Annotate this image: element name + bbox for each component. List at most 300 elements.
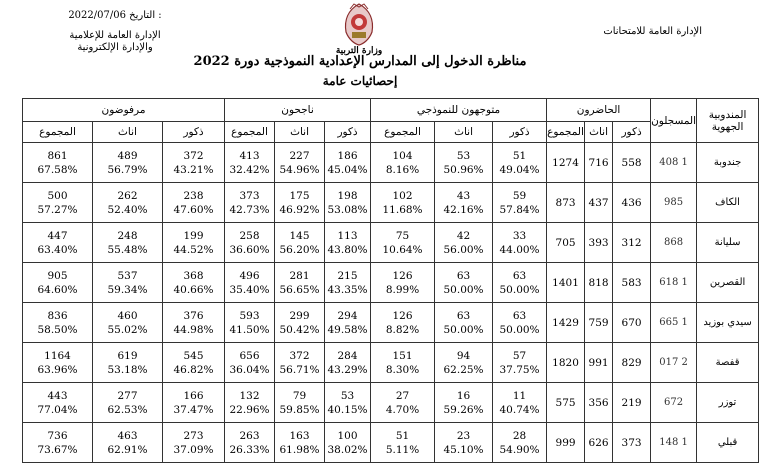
passed-male-cell-value: 198 — [337, 189, 358, 202]
registered-cell-value: 985 — [664, 197, 684, 208]
passed-male-cell-value: 53 — [340, 389, 355, 402]
rejected-male-cell — [163, 303, 225, 343]
oriented-female-cell — [435, 263, 493, 303]
passed-male-cell — [325, 183, 371, 223]
passed-male-cell-value: 100 — [337, 429, 358, 442]
registered-cell-value: 1 665 — [659, 317, 688, 328]
rejected-female-cell-value: 248 — [117, 229, 138, 242]
sub-male: ذكور — [493, 122, 547, 143]
passed-female-cell-percent: 56.20% — [279, 243, 320, 256]
registered-cell-value: 1 148 — [659, 437, 688, 448]
header-rejected: مرفوضون — [23, 99, 225, 122]
oriented-male-cell-value: 28 — [512, 429, 527, 442]
present-male-cell — [613, 303, 651, 343]
passed-male-cell-value: 284 — [337, 349, 358, 362]
oriented-female-cell — [435, 183, 493, 223]
governorate-cell-value: الكاف — [715, 197, 740, 208]
present-total-cell-value: 999 — [555, 436, 576, 449]
passed-male-cell-value: 294 — [337, 309, 358, 322]
oriented-female-cell-value: 94 — [456, 349, 471, 362]
rejected-female-cell-value: 463 — [117, 429, 138, 442]
oriented-total-cell-value: 27 — [395, 389, 410, 402]
oriented-total-cell-value: 151 — [392, 349, 413, 362]
present-male-cell — [613, 343, 651, 383]
passed-male-cell-value: 215 — [337, 269, 358, 282]
passed-female-cell-value: 145 — [289, 229, 310, 242]
rejected-female-cell — [93, 303, 163, 343]
registered-cell — [651, 223, 697, 263]
rejected-male-cell-percent: 44.98% — [173, 323, 214, 336]
rejected-total-cell-value: 861 — [47, 149, 68, 162]
present-female-cell-value: 759 — [588, 316, 609, 329]
rejected-female-cell — [93, 343, 163, 383]
passed-total-cell-percent: 35.40% — [229, 283, 270, 296]
rejected-female-cell-value: 460 — [117, 309, 138, 322]
present-male-cell — [613, 223, 651, 263]
registered-cell — [651, 383, 697, 423]
rejected-total-cell-value: 736 — [47, 429, 68, 442]
governorate-cell — [697, 223, 759, 263]
passed-male-cell — [325, 143, 371, 183]
oriented-male-cell-percent: 37.75% — [499, 363, 540, 376]
oriented-female-cell-value: 63 — [456, 309, 471, 322]
left-org-line1: الإدارة العامة للإعلامية — [69, 30, 161, 41]
rejected-female-cell-percent: 55.48% — [107, 243, 148, 256]
left-org-line2: والإدارة الإلكترونية — [77, 42, 153, 53]
rejected-total-cell-percent: 64.60% — [37, 283, 78, 296]
header-passed: ناجحون — [225, 99, 371, 122]
passed-total-cell-value: 496 — [239, 269, 260, 282]
rejected-male-cell-value: 273 — [183, 429, 204, 442]
rejected-total-cell-percent: 63.40% — [37, 243, 78, 256]
rejected-male-cell — [163, 383, 225, 423]
passed-female-cell-percent: 61.98% — [279, 443, 320, 456]
present-male-cell-value: 670 — [621, 316, 642, 329]
oriented-total-cell-percent: 8.99% — [385, 283, 420, 296]
present-total-cell — [547, 423, 585, 463]
passed-female-cell-percent: 59.85% — [279, 403, 320, 416]
oriented-male-cell — [493, 143, 547, 183]
oriented-male-cell — [493, 263, 547, 303]
passed-total-cell — [225, 143, 275, 183]
oriented-male-cell-value: 33 — [512, 229, 527, 242]
oriented-total-cell — [371, 223, 435, 263]
rejected-total-cell — [23, 303, 93, 343]
table-body — [23, 143, 759, 463]
rejected-female-cell-percent: 52.40% — [107, 203, 148, 216]
oriented-total-cell-value: 126 — [392, 309, 413, 322]
statistics-table — [22, 98, 759, 463]
passed-female-cell-percent: 56.71% — [279, 363, 320, 376]
passed-male-cell-percent: 45.04% — [327, 163, 368, 176]
header-left-block — [30, 10, 200, 54]
governorate-cell-value: سيدي بوزيد — [703, 317, 752, 328]
passed-total-cell-percent: 26.33% — [229, 443, 270, 456]
present-total-cell-value: 575 — [555, 396, 576, 409]
passed-male-cell-value: 186 — [337, 149, 358, 162]
oriented-total-cell — [371, 343, 435, 383]
rejected-female-cell — [93, 183, 163, 223]
oriented-female-cell — [435, 383, 493, 423]
rejected-male-cell-value: 376 — [183, 309, 204, 322]
passed-female-cell-percent: 46.92% — [279, 203, 320, 216]
governorate-cell — [697, 143, 759, 183]
registered-cell-value: 672 — [664, 397, 684, 408]
oriented-total-cell — [371, 303, 435, 343]
table-row — [23, 383, 759, 423]
oriented-male-cell — [493, 223, 547, 263]
rejected-female-cell — [93, 143, 163, 183]
rejected-female-cell — [93, 263, 163, 303]
oriented-male-cell — [493, 183, 547, 223]
table-row — [23, 183, 759, 223]
passed-male-cell-percent: 43.29% — [327, 363, 368, 376]
oriented-total-cell-percent: 8.30% — [385, 363, 420, 376]
passed-female-cell-value: 175 — [289, 189, 310, 202]
present-total-cell-value: 1429 — [552, 316, 579, 329]
rejected-total-cell-percent: 77.04% — [37, 403, 78, 416]
present-female-cell-value: 991 — [588, 356, 609, 369]
ministry-name: وزارة التربية — [335, 46, 383, 56]
passed-male-cell — [325, 223, 371, 263]
oriented-total-cell-value: 126 — [392, 269, 413, 282]
present-female-cell — [585, 303, 613, 343]
oriented-total-cell-value: 102 — [392, 189, 413, 202]
passed-total-cell-value: 413 — [239, 149, 260, 162]
rejected-total-cell-value: 443 — [47, 389, 68, 402]
oriented-female-cell-value: 43 — [456, 189, 471, 202]
oriented-male-cell-percent: 40.74% — [499, 403, 540, 416]
oriented-female-cell-percent: 50.96% — [443, 163, 484, 176]
oriented-female-cell-percent: 56.00% — [443, 243, 484, 256]
registered-cell — [651, 303, 697, 343]
registered-cell — [651, 423, 697, 463]
page-subtitle: إحصائيات عامة — [322, 74, 398, 88]
table-row — [23, 263, 759, 303]
passed-male-cell — [325, 383, 371, 423]
passed-total-cell — [225, 263, 275, 303]
passed-male-cell-percent: 43.80% — [327, 243, 368, 256]
rejected-total-cell-percent: 58.50% — [37, 323, 78, 336]
sub-male: ذكور — [613, 122, 651, 143]
page-title: مناظرة الدخول إلى المدارس الإعدادية النموذجية دورة 2022 — [193, 54, 527, 69]
governorate-cell — [697, 383, 759, 423]
passed-total-cell — [225, 343, 275, 383]
rejected-female-cell-percent: 62.53% — [107, 403, 148, 416]
present-male-cell-value: 558 — [621, 156, 642, 169]
oriented-female-cell-value: 42 — [456, 229, 471, 242]
passed-total-cell-percent: 36.60% — [229, 243, 270, 256]
rejected-male-cell — [163, 423, 225, 463]
oriented-female-cell-percent: 50.00% — [443, 323, 484, 336]
rejected-female-cell-percent: 53.18% — [107, 363, 148, 376]
oriented-female-cell — [435, 343, 493, 383]
oriented-male-cell — [493, 343, 547, 383]
passed-female-cell — [275, 143, 325, 183]
present-female-cell-value: 356 — [588, 396, 609, 409]
registered-cell-value: 1 408 — [659, 157, 688, 168]
present-male-cell-value: 436 — [621, 196, 642, 209]
rejected-female-cell — [93, 383, 163, 423]
present-total-cell-value: 1274 — [552, 156, 579, 169]
passed-total-cell-value: 593 — [239, 309, 260, 322]
sub-female: اناث — [275, 122, 325, 143]
sub-female: اناث — [435, 122, 493, 143]
rejected-total-cell — [23, 183, 93, 223]
present-total-cell — [547, 343, 585, 383]
passed-female-cell-value: 372 — [289, 349, 310, 362]
rejected-total-cell — [23, 383, 93, 423]
passed-female-cell — [275, 303, 325, 343]
rejected-total-cell-value: 1164 — [44, 349, 71, 362]
present-male-cell-value: 583 — [621, 276, 642, 289]
oriented-total-cell-percent: 8.16% — [385, 163, 420, 176]
present-female-cell — [585, 343, 613, 383]
table-row — [23, 223, 759, 263]
governorate-cell — [697, 263, 759, 303]
present-female-cell — [585, 183, 613, 223]
oriented-male-cell-value: 63 — [512, 269, 527, 282]
present-total-cell-value: 873 — [555, 196, 576, 209]
table-row — [23, 143, 759, 183]
rejected-female-cell-percent: 56.79% — [107, 163, 148, 176]
passed-total-cell-value: 263 — [239, 429, 260, 442]
oriented-total-cell — [371, 183, 435, 223]
header-present: الحاضرون — [547, 99, 651, 122]
sub-male: ذكور — [163, 122, 225, 143]
passed-total-cell — [225, 423, 275, 463]
oriented-female-cell-value: 53 — [456, 149, 471, 162]
present-male-cell-value: 312 — [621, 236, 642, 249]
rejected-female-cell-value: 537 — [117, 269, 138, 282]
present-male-cell — [613, 263, 651, 303]
governorate-cell — [697, 183, 759, 223]
sub-total: المجموع — [547, 122, 585, 143]
passed-female-cell — [275, 223, 325, 263]
oriented-total-cell-percent: 10.64% — [382, 243, 423, 256]
rejected-male-cell-percent: 37.09% — [173, 443, 214, 456]
registered-cell — [651, 143, 697, 183]
rejected-male-cell — [163, 183, 225, 223]
governorate-cell-value: القصرين — [709, 277, 746, 288]
rejected-total-cell-value: 836 — [47, 309, 68, 322]
present-male-cell-value: 373 — [621, 436, 642, 449]
oriented-total-cell-percent: 5.11% — [385, 443, 420, 456]
rejected-total-cell — [23, 143, 93, 183]
sub-total: المجموع — [23, 122, 93, 143]
registered-cell — [651, 263, 697, 303]
ministry-logo-icon — [334, 0, 384, 48]
passed-male-cell-percent: 40.15% — [327, 403, 368, 416]
passed-female-cell-percent: 50.42% — [279, 323, 320, 336]
present-total-cell — [547, 383, 585, 423]
sub-female: اناث — [93, 122, 163, 143]
rejected-male-cell-percent: 40.66% — [173, 283, 214, 296]
oriented-male-cell-percent: 44.00% — [499, 243, 540, 256]
rejected-female-cell — [93, 423, 163, 463]
present-female-cell-value: 437 — [588, 196, 609, 209]
rejected-female-cell-percent: 59.34% — [107, 283, 148, 296]
passed-total-cell-percent: 22.96% — [229, 403, 270, 416]
present-male-cell — [613, 183, 651, 223]
oriented-female-cell — [435, 423, 493, 463]
rejected-female-cell — [93, 223, 163, 263]
passed-total-cell-value: 373 — [239, 189, 260, 202]
oriented-male-cell-value: 59 — [512, 189, 527, 202]
table-row — [23, 343, 759, 383]
present-female-cell — [585, 383, 613, 423]
present-female-cell — [585, 223, 613, 263]
present-male-cell — [613, 383, 651, 423]
passed-female-cell-percent: 54.96% — [279, 163, 320, 176]
present-male-cell — [613, 423, 651, 463]
passed-male-cell — [325, 343, 371, 383]
rejected-total-cell-percent: 67.58% — [37, 163, 78, 176]
oriented-male-cell-value: 63 — [512, 309, 527, 322]
registered-cell — [651, 343, 697, 383]
oriented-female-cell-percent: 59.26% — [443, 403, 484, 416]
oriented-total-cell — [371, 423, 435, 463]
passed-male-cell-percent: 49.58% — [327, 323, 368, 336]
present-female-cell-value: 626 — [588, 436, 609, 449]
present-male-cell — [613, 143, 651, 183]
present-total-cell — [547, 223, 585, 263]
present-total-cell-value: 705 — [555, 236, 576, 249]
table-row — [23, 423, 759, 463]
present-male-cell-value: 219 — [621, 396, 642, 409]
header-oriented: متوجهون للنموذجي — [371, 99, 547, 122]
present-total-cell-value: 1401 — [552, 276, 579, 289]
rejected-total-cell-value: 500 — [47, 189, 68, 202]
registered-cell-value: 868 — [664, 237, 684, 248]
passed-female-cell-value: 79 — [292, 389, 307, 402]
passed-total-cell-percent: 41.50% — [229, 323, 270, 336]
header-registered: المسجلون — [651, 99, 697, 143]
oriented-total-cell-value: 104 — [392, 149, 413, 162]
oriented-total-cell-percent: 11.68% — [382, 203, 423, 216]
oriented-male-cell — [493, 423, 547, 463]
rejected-total-cell — [23, 423, 93, 463]
rejected-male-cell-percent: 47.60% — [173, 203, 214, 216]
rejected-female-cell-value: 277 — [117, 389, 138, 402]
passed-total-cell-value: 258 — [239, 229, 260, 242]
rejected-total-cell-value: 905 — [47, 269, 68, 282]
present-female-cell — [585, 263, 613, 303]
passed-male-cell-percent: 43.35% — [327, 283, 368, 296]
oriented-male-cell-value: 57 — [512, 349, 527, 362]
oriented-total-cell-percent: 4.70% — [385, 403, 420, 416]
oriented-total-cell — [371, 263, 435, 303]
passed-female-cell — [275, 183, 325, 223]
passed-female-cell — [275, 383, 325, 423]
rejected-female-cell-value: 489 — [117, 149, 138, 162]
oriented-total-cell — [371, 383, 435, 423]
oriented-male-cell-percent: 50.00% — [499, 323, 540, 336]
oriented-total-cell-value: 51 — [395, 429, 410, 442]
passed-total-cell — [225, 183, 275, 223]
passed-female-cell-value: 227 — [289, 149, 310, 162]
passed-total-cell — [225, 383, 275, 423]
date-line — [30, 10, 200, 22]
rejected-male-cell-percent: 46.82% — [173, 363, 214, 376]
passed-male-cell — [325, 423, 371, 463]
oriented-female-cell — [435, 223, 493, 263]
passed-total-cell-value: 132 — [239, 389, 260, 402]
passed-male-cell — [325, 303, 371, 343]
rejected-total-cell-percent: 73.67% — [37, 443, 78, 456]
passed-male-cell — [325, 263, 371, 303]
rejected-male-cell — [163, 263, 225, 303]
governorate-cell-value: سليانة — [714, 237, 741, 248]
sub-total: المجموع — [225, 122, 275, 143]
header-governorate: المندوبية الجهوية — [697, 99, 759, 143]
sub-total: المجموع — [371, 122, 435, 143]
oriented-male-cell-value: 51 — [512, 149, 527, 162]
passed-total-cell-value: 656 — [239, 349, 260, 362]
oriented-male-cell-percent: 57.84% — [499, 203, 540, 216]
rejected-total-cell — [23, 223, 93, 263]
passed-total-cell-percent: 42.73% — [229, 203, 270, 216]
passed-female-cell — [275, 423, 325, 463]
rejected-female-cell-value: 619 — [117, 349, 138, 362]
present-total-cell — [547, 143, 585, 183]
sub-male: ذكور — [325, 122, 371, 143]
oriented-female-cell-percent: 45.10% — [443, 443, 484, 456]
oriented-male-cell-percent: 50.00% — [499, 283, 540, 296]
date-label: التاريخ : — [129, 10, 162, 21]
oriented-female-cell-percent: 42.16% — [443, 203, 484, 216]
passed-female-cell-percent: 56.65% — [279, 283, 320, 296]
passed-female-cell-value: 163 — [289, 429, 310, 442]
date-value: 2022/07/06 — [68, 10, 126, 21]
passed-total-cell — [225, 223, 275, 263]
sub-female: اناث — [585, 122, 613, 143]
rejected-male-cell-value: 238 — [183, 189, 204, 202]
rejected-female-cell-value: 262 — [117, 189, 138, 202]
rejected-male-cell-value: 166 — [183, 389, 204, 402]
passed-female-cell — [275, 343, 325, 383]
right-org: الإدارة العامة للامتحانات — [603, 26, 702, 37]
oriented-female-cell — [435, 303, 493, 343]
rejected-male-cell-value: 199 — [183, 229, 204, 242]
rejected-male-cell-value: 372 — [183, 149, 204, 162]
rejected-male-cell-percent: 37.47% — [173, 403, 214, 416]
governorate-cell — [697, 423, 759, 463]
passed-total-cell-percent: 36.04% — [229, 363, 270, 376]
registered-cell-value: 2 017 — [659, 357, 688, 368]
passed-male-cell-value: 113 — [337, 229, 358, 242]
rejected-male-cell-value: 545 — [183, 349, 204, 362]
registered-cell-value: 1 618 — [659, 277, 688, 288]
governorate-cell-value: قفصة — [715, 357, 740, 368]
oriented-total-cell-value: 75 — [395, 229, 410, 242]
oriented-male-cell-percent: 54.90% — [499, 443, 540, 456]
registered-cell — [651, 183, 697, 223]
governorate-cell — [697, 303, 759, 343]
rejected-male-cell — [163, 143, 225, 183]
oriented-male-cell-value: 11 — [512, 389, 527, 402]
rejected-male-cell-value: 368 — [183, 269, 204, 282]
present-total-cell — [547, 183, 585, 223]
rejected-total-cell-value: 447 — [47, 229, 68, 242]
passed-female-cell-value: 281 — [289, 269, 310, 282]
oriented-female-cell — [435, 143, 493, 183]
present-total-cell — [547, 303, 585, 343]
present-female-cell-value: 393 — [588, 236, 609, 249]
rejected-male-cell — [163, 343, 225, 383]
present-female-cell-value: 716 — [588, 156, 609, 169]
oriented-female-cell-percent: 50.00% — [443, 283, 484, 296]
